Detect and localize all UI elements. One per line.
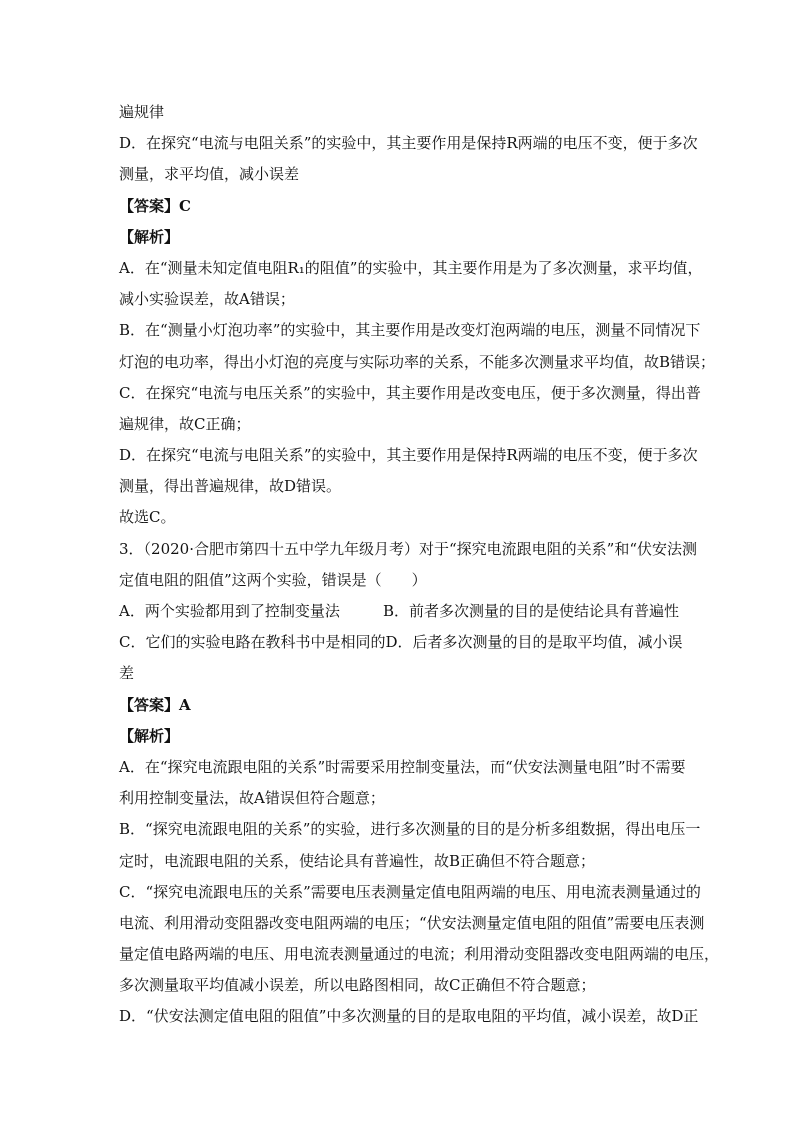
option-a: A．两个实验都用到了控制变量法 — [119, 602, 340, 620]
text-line: C．“探究电流跟电压的关系”需要电压表测量定值电阻两端的电压、用电流表测量通过的 — [119, 882, 701, 901]
text-line: 减小实验误差，故A错误； — [119, 290, 295, 309]
option-row — [119, 627, 683, 658]
text-line: 测量，得出普遍规律，故D错误。 — [119, 477, 342, 496]
answer-label: 【答案】A — [119, 695, 191, 714]
text-line: 利用控制变量法，故A错误但符合题意； — [119, 789, 385, 808]
analysis-label: 【解析】 — [119, 726, 180, 745]
answer-label: 【答案】C — [119, 196, 191, 215]
text-line: D．在探究“电流与电阻关系”的实验中，其主要作用是保持R两端的电压不变，便于多次 — [119, 446, 698, 465]
text-line: 量定值电路两端的电压、用电流表测量通过的电流；利用滑动变阻器改变电阻两端的电压， — [119, 945, 720, 964]
question-stem: 定值电阻的阻值”这两个实验，错误是（ ） — [119, 570, 427, 589]
text-line: 测量，求平均值，减小误差 — [119, 165, 300, 184]
text-line: B．“探究电流跟电阻的关系”的实验，进行多次测量的目的是分析多组数据，得出电压一 — [119, 820, 701, 839]
option-d-continuation: 差 — [119, 664, 135, 683]
text-line: A．在“探究电流跟电阻的关系”时需要采用控制变量法，而“伏安法测量电阻”时不需要 — [119, 757, 686, 776]
text-line: 定时，电流跟电阻的关系，使结论具有普遍性，故B正确但不符合题意； — [119, 851, 596, 870]
text-line: A．在“测量未知定值电阻R₁的阻值”的实验中，其主要作用是为了多次测量，求平均值， — [119, 258, 703, 277]
document-body — [119, 97, 720, 1033]
analysis-label: 【解析】 — [119, 227, 180, 246]
text-line: 遍规律 — [119, 103, 165, 121]
option-b: B．前者多次测量的目的是使结论具有普遍性 — [382, 602, 679, 620]
option-d: D．后者多次测量的目的是取平均值，减小误 — [385, 633, 683, 652]
text-line: D．在探究“电流与电阻关系”的实验中，其主要作用是保持R两端的电压不变，便于多次 — [119, 134, 698, 153]
question-stem: 3．（2020·合肥市第四十五中学九年级月考）对于“探究电流跟电阻的关系”和“伏安法测 — [119, 539, 697, 558]
option-row — [119, 596, 679, 627]
text-line: 灯泡的电功率，得出小灯泡的亮度与实际功率的关系，不能多次测量求平均值，故B错误； — [119, 352, 716, 371]
text-line: 遍规律，故C正确； — [119, 414, 251, 433]
text-line: 故选C。 — [119, 508, 176, 527]
text-line: D．“伏安法测定值电阻的阻值”中多次测量的目的是取电阻的平均值，减小误差，故D正 — [119, 1007, 699, 1026]
text-line: 多次测量取平均值减小误差，所以电路图相同，故C正确但不符合题意； — [119, 976, 596, 995]
text-line: 电流、利用滑动变阻器改变电阻两端的电压；“伏安法测量定值电阻的阻值”需要电压表测 — [119, 913, 705, 932]
text-line: B．在“测量小灯泡功率”的实验中，其主要作用是改变灯泡两端的电压，测量不同情况下 — [119, 321, 701, 340]
text-line: C．在探究“电流与电压关系”的实验中，其主要作用是改变电压，便于多次测量，得出普 — [119, 383, 701, 402]
option-c: C．它们的实验电路在教科书中是相同的 — [119, 633, 386, 652]
